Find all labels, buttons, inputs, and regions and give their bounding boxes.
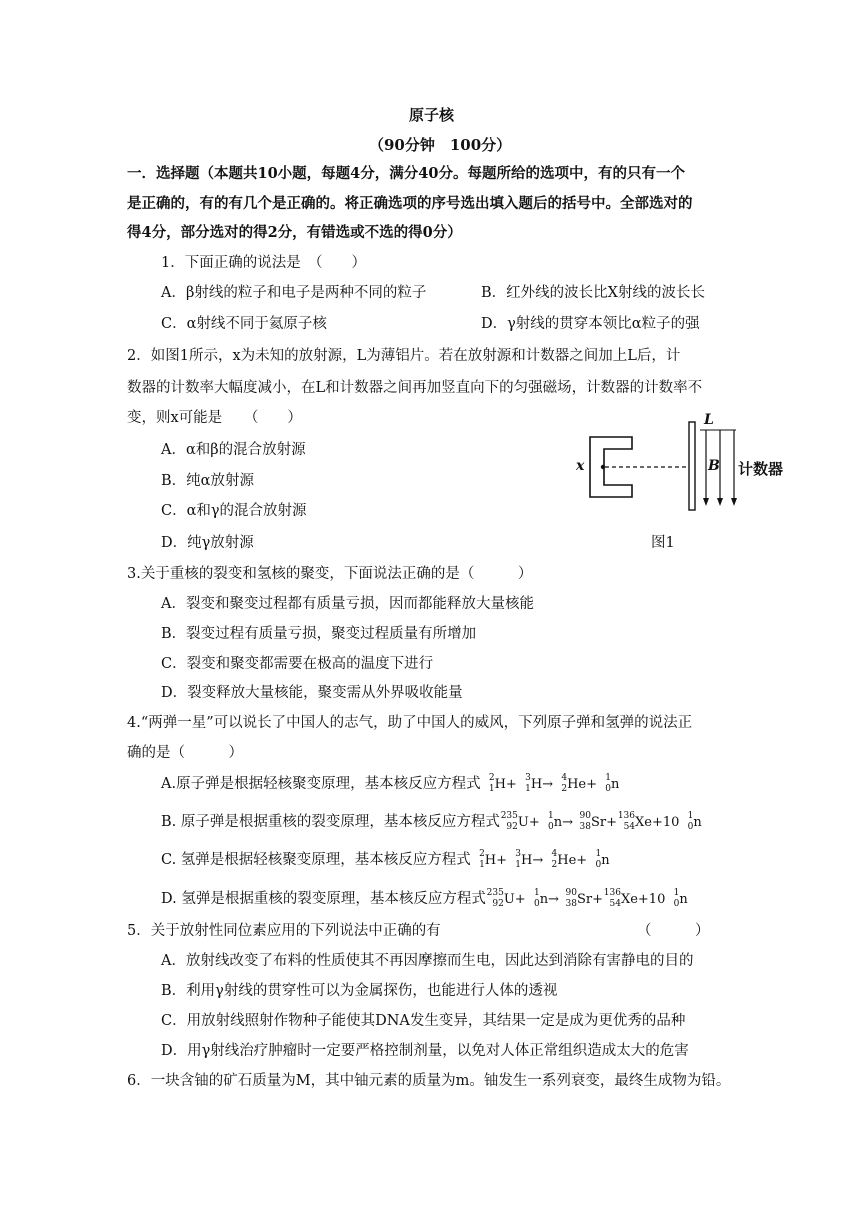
figure-label-b: B bbox=[708, 458, 720, 474]
source-holder-shape bbox=[590, 437, 632, 497]
q2-option-c: C．α和γ的混合放射源 bbox=[161, 503, 307, 519]
figure-label-x: x bbox=[576, 458, 585, 474]
q2-line2: 数器的计数率大幅度减小，在L和计数器之间再加竖直向下的匀强磁场，计数器的计数率不 bbox=[127, 380, 703, 396]
q4-line2: 确的是（ ） bbox=[127, 745, 243, 761]
q3-option-b: B．裂变过程有质量亏损，聚变过程质量有所增加 bbox=[161, 626, 477, 642]
q5-paren: （ ） bbox=[637, 923, 710, 939]
q3-option-c: C．裂变和聚变都需要在极高的温度下进行 bbox=[161, 656, 434, 672]
equation-fusion: 2 1 H+ 3 1 H→ 4 2 He+ 1 0 n bbox=[488, 773, 620, 794]
q4-option-c-text: C. 氢弹是根据轻核聚变原理，基本核反应方程式 bbox=[161, 852, 471, 868]
section-heading-line2: 是正确的，有的有几个是正确的。将正确选项的序号选出填入题后的括号中。全部选对的 bbox=[127, 195, 693, 212]
equation-fission-2: 235 92 U+ 1 0 n→ 90 38 Sr+ 136 54 Xe+10 1 0 n bbox=[486, 888, 688, 909]
q5-option-d: D．用γ射线治疗肿瘤时一定要严格控制剂量，以免对人体正常组织造成太大的危害 bbox=[161, 1043, 689, 1059]
q5-option-a: A．放射线改变了布料的性质使其不再因摩擦而生电，因此达到消除有害静电的目的 bbox=[161, 953, 694, 969]
q5-stem: 5．关于放射性同位素应用的下列说法中正确的有 bbox=[127, 923, 441, 939]
page-title: 原子核 bbox=[409, 106, 455, 124]
q1-stem: 1．下面正确的说法是 （ ） bbox=[161, 255, 366, 271]
page-subtitle: （90分钟 100分） bbox=[369, 136, 512, 154]
q4-option-a-text: A.原子弹是根据轻核聚变原理，基本核反应方程式 bbox=[161, 776, 481, 792]
q4-option-a bbox=[161, 774, 619, 795]
q4-line1: 4.“两弹一星”可以说长了中国人的志气，助了中国人的威风，下列原子弹和氢弹的说法正 bbox=[127, 715, 693, 731]
q3-option-d: D．裂变释放大量核能，聚变需从外界吸收能量 bbox=[161, 685, 463, 701]
q3-stem: 3.关于重核的裂变和氢核的聚变，下面说法正确的是（ ） bbox=[127, 566, 533, 582]
equation-fission: 235 92 U+ 1 0 n→ 90 38 Sr+ 136 54 Xe+10 1 0 n bbox=[500, 811, 702, 832]
q4-option-c bbox=[161, 850, 610, 871]
figure-label-counter: 计数器 bbox=[738, 460, 784, 478]
figure-caption: 图1 bbox=[651, 535, 675, 551]
q2-option-a: A．α和β的混合放射源 bbox=[161, 442, 306, 458]
q1-option-d: D．γ射线的贯穿本领比α粒子的强 bbox=[481, 316, 700, 332]
figure-label-l: L bbox=[704, 412, 714, 428]
aluminum-foil bbox=[689, 422, 695, 510]
q5-option-c: C．用放射线照射作物种子能使其DNA发生变异，其结果一定是成为更优秀的品种 bbox=[161, 1013, 686, 1029]
section-heading-line3: 得4分，部分选对的得2分，有错选或不选的得0分） bbox=[127, 224, 462, 241]
q2-line1: 2．如图1所示，x为未知的放射源，L为薄铝片。若在放射源和计数器之间加上L后，计 bbox=[127, 348, 681, 364]
q1-option-b: B．红外线的波长比X射线的波长长 bbox=[481, 285, 705, 301]
q4-option-b-text: B. 原子弹是根据重核的裂变原理，基本核反应方程式 bbox=[161, 814, 500, 830]
q5-option-b: B．利用γ射线的贯穿性可以为金属探伤，也能进行人体的透视 bbox=[161, 983, 558, 999]
source-point bbox=[601, 465, 605, 469]
q2-option-d: D．纯γ放射源 bbox=[161, 535, 254, 551]
q4-option-b bbox=[161, 812, 702, 833]
field-arrow-2 bbox=[717, 498, 723, 506]
equation-fusion-2: 2 1 H+ 3 1 H→ 4 2 He+ 1 0 n bbox=[479, 849, 610, 870]
field-arrow-1 bbox=[703, 498, 709, 506]
q4-option-d-text: D. 氢弹是根据重核的裂变原理，基本核反应方程式 bbox=[161, 891, 486, 907]
q3-option-a: A．裂变和聚变过程都有质量亏损，因而都能释放大量核能 bbox=[161, 596, 534, 612]
q1-option-c: C．α射线不同于氦原子核 bbox=[161, 316, 327, 332]
q4-option-d bbox=[161, 889, 688, 910]
q2-option-b: B．纯α放射源 bbox=[161, 473, 254, 489]
q6-stem: 6．一块含铀的矿石质量为M，其中铀元素的质量为m。铀发生一系列衰变，最终生成物为铅。 bbox=[127, 1073, 731, 1089]
q2-line3: 变，则x可能是 （ ） bbox=[127, 410, 302, 426]
field-arrow-3 bbox=[731, 498, 737, 506]
q1-option-a: A．β射线的粒子和电子是两种不同的粒子 bbox=[161, 285, 427, 301]
section-heading-line1: 一．选择题（本题共10小题，每题4分，满分40分。每题所给的选项中，有的只有一个 bbox=[127, 165, 685, 182]
